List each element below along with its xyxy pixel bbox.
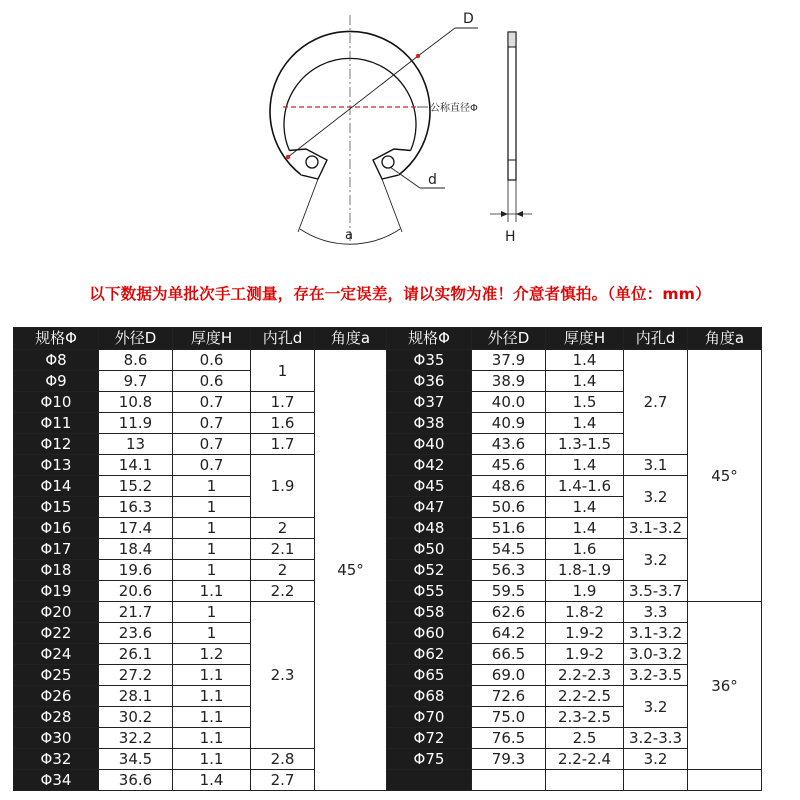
spec-cell: Φ18 xyxy=(14,560,99,581)
thickness-cell: 1.4-1.6 xyxy=(546,476,624,497)
empty-cell xyxy=(624,770,688,791)
outer-diameter-cell: 69.0 xyxy=(472,665,546,686)
thickness-cell: 2.2-2.3 xyxy=(546,665,624,686)
table-row xyxy=(14,581,762,602)
thickness-cell: 1.8-1.9 xyxy=(546,560,624,581)
thickness-cell: 0.6 xyxy=(173,350,251,371)
column-header: 内孔d xyxy=(251,328,315,350)
thickness-cell: 1.9-2 xyxy=(546,623,624,644)
spec-cell: Φ19 xyxy=(14,581,99,602)
angle-cell: 45° xyxy=(688,350,762,602)
outer-diameter-cell: 10.8 xyxy=(99,392,173,413)
hole-cell: 3.2 xyxy=(624,476,688,518)
table-header-row xyxy=(14,328,762,350)
outer-diameter-cell: 27.2 xyxy=(99,665,173,686)
outer-diameter-cell: 51.6 xyxy=(472,518,546,539)
spec-cell: Φ37 xyxy=(387,392,472,413)
label-d: d xyxy=(428,172,437,188)
outer-diameter-cell: 15.2 xyxy=(99,476,173,497)
spec-cell: Φ47 xyxy=(387,497,472,518)
hole-cell: 3.1 xyxy=(624,455,688,476)
hole-cell: 2.7 xyxy=(624,350,688,455)
spec-cell: Φ17 xyxy=(14,539,99,560)
outer-diameter-cell: 20.6 xyxy=(99,581,173,602)
tangent-mark-left xyxy=(286,155,290,159)
thickness-cell: 1 xyxy=(173,539,251,560)
spec-cell: Φ68 xyxy=(387,686,472,707)
spec-cell: Φ28 xyxy=(14,707,99,728)
outer-diameter-leader xyxy=(418,28,455,56)
table-row xyxy=(14,686,762,707)
table-row xyxy=(14,728,762,749)
thickness-cell: 1.9 xyxy=(546,581,624,602)
hole-cell: 2.3 xyxy=(251,602,315,749)
thickness-cell: 1.1 xyxy=(173,581,251,602)
outer-diameter-cell: 32.2 xyxy=(99,728,173,749)
angle-cell: 45° xyxy=(315,350,387,791)
outer-diameter-cell: 56.3 xyxy=(472,560,546,581)
spec-cell: Φ34 xyxy=(14,770,99,791)
empty-cell xyxy=(688,770,762,791)
spec-table xyxy=(13,327,762,791)
table-row xyxy=(14,602,762,623)
hole-cell: 2.7 xyxy=(251,770,315,791)
hole-cell: 3.2 xyxy=(624,749,688,770)
hole-cell: 2.8 xyxy=(251,749,315,770)
spec-cell: Φ58 xyxy=(387,602,472,623)
column-header: 角度a xyxy=(688,328,762,350)
hole-cell: 2 xyxy=(251,560,315,581)
hole-cell: 1 xyxy=(251,350,315,392)
spec-cell: Φ65 xyxy=(387,665,472,686)
thickness-cell: 2.3-2.5 xyxy=(546,707,624,728)
spec-cell: Φ55 xyxy=(387,581,472,602)
spec-cell: Φ24 xyxy=(14,644,99,665)
hole-cell: 2.1 xyxy=(251,539,315,560)
thickness-arrow-left xyxy=(501,211,508,217)
spec-cell: Φ60 xyxy=(387,623,472,644)
outer-diameter-cell: 18.4 xyxy=(99,539,173,560)
outer-diameter-cell: 19.6 xyxy=(99,560,173,581)
spec-cell: Φ20 xyxy=(14,602,99,623)
outer-diameter-cell: 76.5 xyxy=(472,728,546,749)
outer-diameter-cell: 62.6 xyxy=(472,602,546,623)
spec-cell: Φ12 xyxy=(14,434,99,455)
hole-cell: 2 xyxy=(251,518,315,539)
spec-cell: Φ14 xyxy=(14,476,99,497)
spec-cell: Φ62 xyxy=(387,644,472,665)
thickness-cell: 1.4 xyxy=(546,350,624,371)
outer-diameter-cell: 34.5 xyxy=(99,749,173,770)
hole-cell: 1.6 xyxy=(251,413,315,434)
outer-diameter-cell: 40.0 xyxy=(472,392,546,413)
column-header: 规格Φ xyxy=(387,328,472,350)
hole-cell: 3.2 xyxy=(624,686,688,728)
spec-cell: Φ16 xyxy=(14,518,99,539)
label-H: H xyxy=(505,229,516,245)
spec-cell: Φ48 xyxy=(387,518,472,539)
angle-line-right xyxy=(382,179,402,232)
thickness-cell: 1.6 xyxy=(546,539,624,560)
table-row xyxy=(14,749,762,770)
thickness-cell: 1.9-2 xyxy=(546,644,624,665)
spec-cell: Φ9 xyxy=(14,371,99,392)
thickness-cell: 1.4 xyxy=(546,371,624,392)
hole-cell: 3.2-3.5 xyxy=(624,665,688,686)
spec-cell: Φ22 xyxy=(14,623,99,644)
column-header: 外径D xyxy=(99,328,173,350)
outer-diameter-cell: 14.1 xyxy=(99,455,173,476)
thickness-cell: 1 xyxy=(173,602,251,623)
side-view-body xyxy=(508,32,516,180)
circlip-diagram xyxy=(0,0,800,270)
thickness-cell: 0.6 xyxy=(173,371,251,392)
thickness-cell: 0.7 xyxy=(173,413,251,434)
table-row xyxy=(14,476,762,497)
spec-cell: Φ11 xyxy=(14,413,99,434)
spec-cell: Φ25 xyxy=(14,665,99,686)
thickness-cell: 1.4 xyxy=(546,455,624,476)
outer-diameter-cell: 50.6 xyxy=(472,497,546,518)
outer-diameter-cell: 30.2 xyxy=(99,707,173,728)
spec-cell: Φ52 xyxy=(387,560,472,581)
spec-cell: Φ70 xyxy=(387,707,472,728)
outer-diameter-cell: 9.7 xyxy=(99,371,173,392)
thickness-cell: 1.1 xyxy=(173,665,251,686)
spec-cell: Φ26 xyxy=(14,686,99,707)
hole-cell: 3.2 xyxy=(624,539,688,581)
right-hole xyxy=(382,156,394,168)
column-header: 内孔d xyxy=(624,328,688,350)
hole-cell: 1.9 xyxy=(251,455,315,518)
hole-cell: 3.5-3.7 xyxy=(624,581,688,602)
spec-cell: Φ42 xyxy=(387,455,472,476)
hole-cell: 2.2 xyxy=(251,581,315,602)
empty-cell xyxy=(546,770,624,791)
spec-cell: Φ30 xyxy=(14,728,99,749)
table-row xyxy=(14,665,762,686)
angle-line-left xyxy=(298,179,318,232)
outer-diameter-cell: 21.7 xyxy=(99,602,173,623)
spec-cell: Φ40 xyxy=(387,434,472,455)
nominal-diameter-label: 公称直径Φ xyxy=(430,103,478,114)
spec-cell: Φ15 xyxy=(14,497,99,518)
outer-diameter-cell: 16.3 xyxy=(99,497,173,518)
thickness-cell: 1 xyxy=(173,560,251,581)
column-header: 厚度H xyxy=(546,328,624,350)
thickness-cell: 1.8-2 xyxy=(546,602,624,623)
thickness-cell: 1.4 xyxy=(546,497,624,518)
thickness-cell: 1.1 xyxy=(173,749,251,770)
empty-cell xyxy=(472,770,546,791)
thickness-cell: 1.2 xyxy=(173,644,251,665)
column-header: 外径D xyxy=(472,328,546,350)
thickness-cell: 0.7 xyxy=(173,434,251,455)
outer-diameter-cell: 40.9 xyxy=(472,413,546,434)
spec-cell: Φ50 xyxy=(387,539,472,560)
outer-diameter-cell: 26.1 xyxy=(99,644,173,665)
thickness-cell: 1 xyxy=(173,518,251,539)
outer-diameter-cell: 17.4 xyxy=(99,518,173,539)
thickness-cell: 2.2-2.4 xyxy=(546,749,624,770)
table-row xyxy=(14,350,762,371)
hole-cell: 3.1-3.2 xyxy=(624,518,688,539)
column-header: 规格Φ xyxy=(14,328,99,350)
column-header: 角度a xyxy=(315,328,387,350)
spec-cell: Φ75 xyxy=(387,749,472,770)
thickness-cell: 1.4 xyxy=(546,518,624,539)
angle-cell: 36° xyxy=(688,602,762,770)
table-row xyxy=(14,518,762,539)
spec-cell: Φ36 xyxy=(387,371,472,392)
table-row xyxy=(14,455,762,476)
outer-diameter-cell: 75.0 xyxy=(472,707,546,728)
outer-diameter-cell: 59.5 xyxy=(472,581,546,602)
outer-diameter-cell: 36.6 xyxy=(99,770,173,791)
hole-cell: 3.2-3.3 xyxy=(624,728,688,749)
measurement-notice: 以下数据为单批次手工测量，存在一定误差，请以实物为准！介意者慎拍。（单位：mm） xyxy=(89,285,711,303)
thickness-cell: 1 xyxy=(173,497,251,518)
label-a: a xyxy=(345,228,353,243)
tangent-mark-right xyxy=(416,54,420,58)
spec-cell: Φ35 xyxy=(387,350,472,371)
thickness-cell: 1.3-1.5 xyxy=(546,434,624,455)
spec-cell: Φ45 xyxy=(387,476,472,497)
thickness-cell: 0.7 xyxy=(173,392,251,413)
thickness-cell: 0.7 xyxy=(173,455,251,476)
outer-diameter-cell: 28.1 xyxy=(99,686,173,707)
thickness-cell: 1.1 xyxy=(173,686,251,707)
side-view-top xyxy=(508,32,516,47)
table-row xyxy=(14,770,762,791)
outer-diameter-cell: 45.6 xyxy=(472,455,546,476)
outer-diameter-cell: 64.2 xyxy=(472,623,546,644)
outer-diameter-cell: 8.6 xyxy=(99,350,173,371)
column-header: 厚度H xyxy=(173,328,251,350)
thickness-cell: 1.4 xyxy=(173,770,251,791)
left-hole xyxy=(306,156,318,168)
hole-cell: 3.1-3.2 xyxy=(624,623,688,644)
hole-cell: 1.7 xyxy=(251,392,315,413)
outer-diameter-cell: 43.6 xyxy=(472,434,546,455)
table-row xyxy=(14,623,762,644)
spec-cell: Φ10 xyxy=(14,392,99,413)
spec-cell: Φ8 xyxy=(14,350,99,371)
thickness-cell: 1 xyxy=(173,623,251,644)
label-D: D xyxy=(463,11,474,27)
table-row xyxy=(14,539,762,560)
thickness-cell: 1 xyxy=(173,476,251,497)
outer-diameter-cell: 13 xyxy=(99,434,173,455)
hole-cell: 3.0-3.2 xyxy=(624,644,688,665)
outer-diameter-cell: 66.5 xyxy=(472,644,546,665)
outer-diameter-cell: 23.6 xyxy=(99,623,173,644)
spec-cell: Φ38 xyxy=(387,413,472,434)
thickness-cell: 2.2-2.5 xyxy=(546,686,624,707)
outer-diameter-cell: 79.3 xyxy=(472,749,546,770)
outer-diameter-cell: 54.5 xyxy=(472,539,546,560)
thickness-cell: 1.1 xyxy=(173,707,251,728)
thickness-cell: 1.1 xyxy=(173,728,251,749)
outer-diameter-cell: 38.9 xyxy=(472,371,546,392)
outer-diameter-cell: 48.6 xyxy=(472,476,546,497)
outer-diameter-cell: 11.9 xyxy=(99,413,173,434)
thickness-cell: 1.5 xyxy=(546,392,624,413)
outer-diameter-cell: 37.9 xyxy=(472,350,546,371)
table-row xyxy=(14,644,762,665)
hole-cell: 1.7 xyxy=(251,434,315,455)
spec-cell: Φ72 xyxy=(387,728,472,749)
outer-diameter-cell: 72.6 xyxy=(472,686,546,707)
thickness-arrow-right xyxy=(516,211,523,217)
spec-cell: Φ32 xyxy=(14,749,99,770)
thickness-cell: 1.4 xyxy=(546,413,624,434)
thickness-cell: 2.5 xyxy=(546,728,624,749)
empty-cell xyxy=(387,770,472,791)
hole-cell: 3.3 xyxy=(624,602,688,623)
spec-cell: Φ13 xyxy=(14,455,99,476)
